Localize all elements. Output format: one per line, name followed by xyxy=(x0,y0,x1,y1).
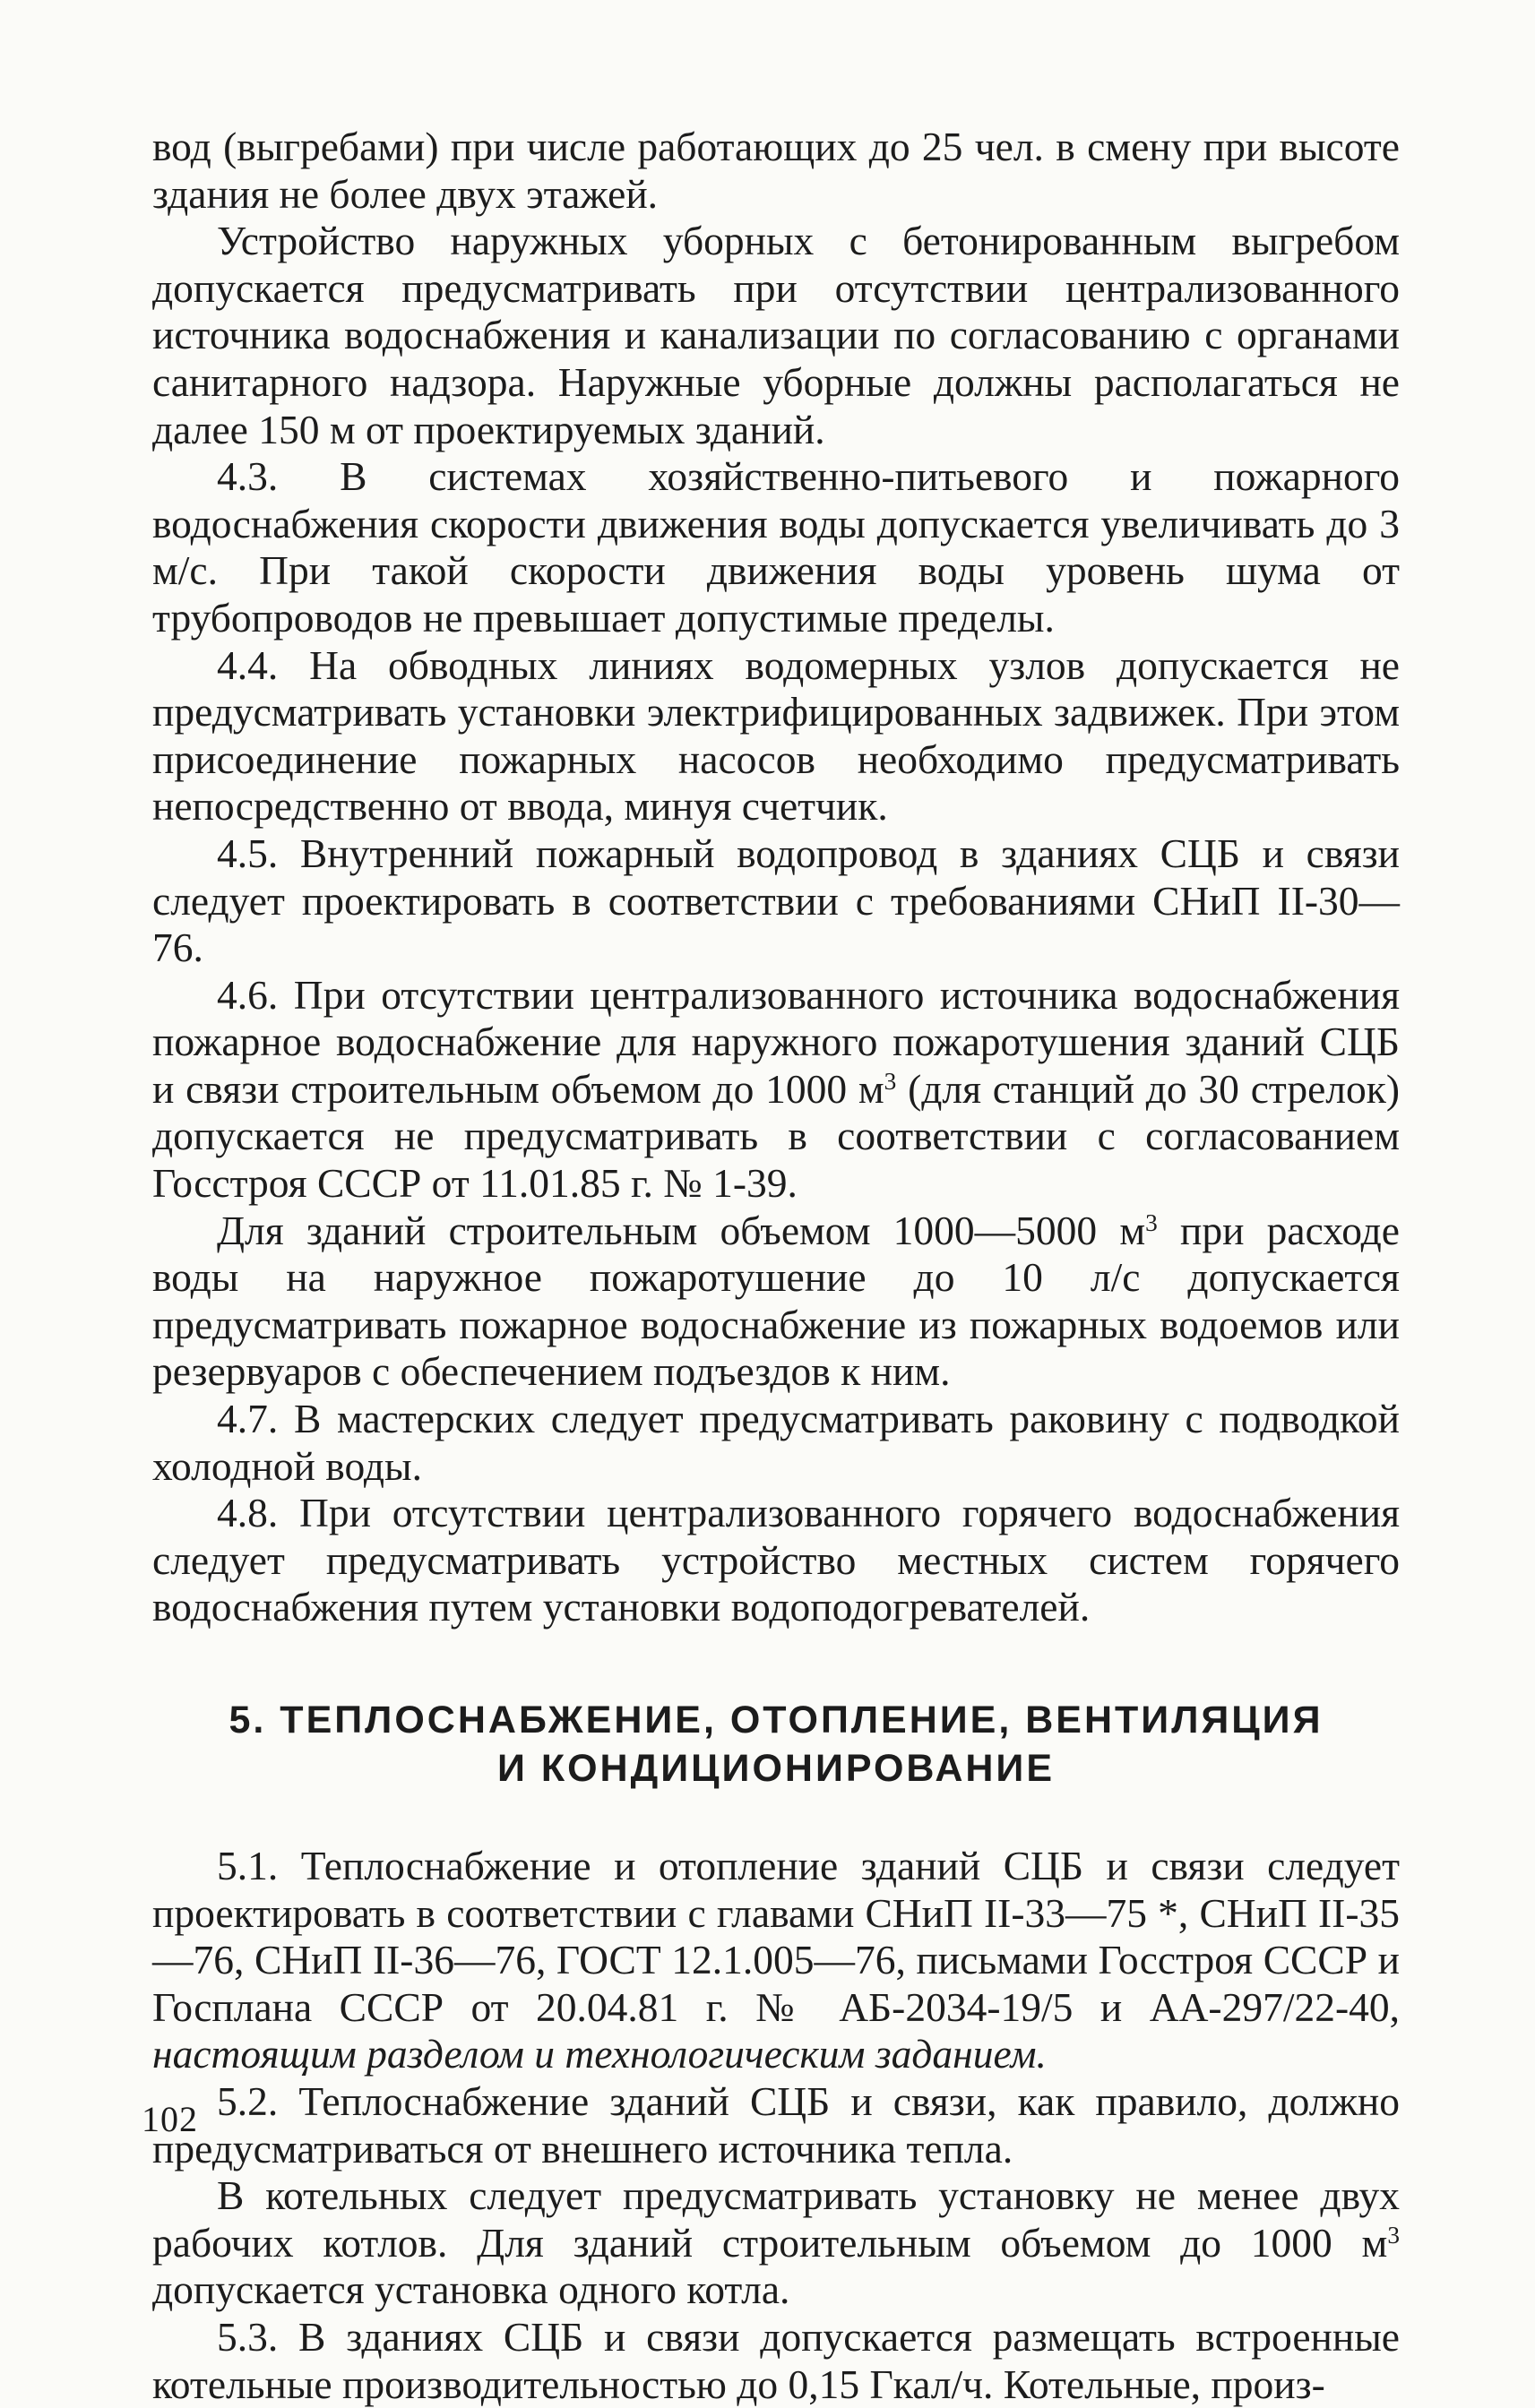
paragraph-4-6-buildings-text: Для зданий строительным объемом 1000—5000 м xyxy=(217,1207,1146,1253)
paragraph-5-1 xyxy=(152,1843,1400,2078)
paragraph-4-6-buildings-text-cont: при расходе воды на наружное пожаротушение до 10 л/с допускается предусматривать пожарное водоснабжение из пожарных водоемов или резервуаров с обеспечением подъездов к ним. xyxy=(152,1207,1401,1395)
paragraph-continued: вод (выгребами) при числе работающих до 25 чел. в смену при высоте здания не более двух этажей. xyxy=(152,124,1400,217)
paragraph-5-2-boilers xyxy=(152,2172,1400,2314)
paragraph-4-7: 4.7. В мастерских следует предусматривать раковину с подводкой холодной воды. xyxy=(152,1396,1400,1489)
paragraph-5-2-boilers-text: В котельных следует предусматривать установку не менее двух рабочих котлов. Для зданий строительным объемом до 1000 м xyxy=(152,2172,1400,2266)
paragraph-4-5: 4.5. Внутренний пожарный водопровод в зданиях СЦБ и связи следует проектировать в соответствии с требованиями СНиП II-30—76. xyxy=(152,830,1400,971)
superscript-3: 3 xyxy=(1145,1208,1158,1236)
paragraph-4-6-text-cont: (для станций до 30 стрелок) допускается не предусматривать в соответствии с согласованием Госстроя СССР от 11.01.85 г. № 1-39. xyxy=(152,1065,1400,1207)
section-heading xyxy=(152,1696,1400,1793)
paragraph-5-1-text: 5.1. Теплоснабжение и отопление зданий СЦБ и связи следует проектировать в соответствии с главами СНиП II-33—75 *, СНиП II-35—76, СНиП II-36—76, ГОСТ 12.1.005—76, письмами Госстроя СССР и Госплана СССР от 20.04.81 г. № АБ-2034-19/5 и АА-297/22-40, xyxy=(152,1843,1400,2030)
paragraph-4-6-buildings xyxy=(152,1208,1400,1396)
paragraph-4-6 xyxy=(152,972,1400,1208)
paragraph-5-2: 5.2. Теплоснабжение зданий СЦБ и связи, как правило, должно предусматриваться от внешнего источника тепла. xyxy=(152,2077,1400,2172)
paragraph-outdoor-toilets: Устройство наружных уборных с бетонированным выгребом допускается предусматривать при отсутствии централизованного источника водоснабжения и канализации по согласованию с органами санитарного надзора. Наружные уборные должны располагаться не далее 150 м от проектируемых зданий. xyxy=(152,218,1400,452)
superscript-3: 3 xyxy=(1387,2221,1400,2249)
paragraph-5-1-italic: настоящим разделом и технологическим заданием. xyxy=(152,2031,1047,2077)
body-text xyxy=(152,124,1400,2408)
paragraph-4-8: 4.8. При отсутствии централизованного горячего водоснабжения следует предусматривать устройство местных систем горячего водоснабжения путем установки водоподогревателей. xyxy=(152,1490,1400,1630)
paragraph-4-4: 4.4. На обводных линиях водомерных узлов допускается не предусматривать установки электрифицированных задвижек. При этом присоединение пожарных насосов необходимо предусматривать непосредственно от ввода, минуя счетчик. xyxy=(152,641,1400,830)
paragraph-4-6-text: 4.6. При отсутствии централизованного источника водоснабжения пожарное водоснабжение для наружного пожаротушения зданий СЦБ и связи строительным объемом до 1000 м xyxy=(152,971,1400,1112)
page-number: 102 xyxy=(142,2099,198,2139)
section-heading-line-1: 5. ТЕПЛОСНАБЖЕНИЕ, ОТОПЛЕНИЕ, ВЕНТИЛЯЦИЯ xyxy=(229,1698,1324,1742)
paragraph-5-3: 5.3. В зданиях СЦБ и связи допускается размещать встроенные котельные производительностью до 0,15 Гкал/ч. Котельные, произ- xyxy=(152,2313,1400,2407)
paragraph-5-2-boilers-text-cont: допускается установка одного котла. xyxy=(152,2266,790,2313)
section-heading-line-2: И КОНДИЦИОНИРОВАНИЕ xyxy=(496,1747,1056,1790)
paragraph-4-3: 4.3. В системах хозяйственно-питьевого и пожарного водоснабжения скорости движения воды допускается увеличивать до 3 м/с. При такой скорости движения воды уровень шума от трубопроводов не превышает допустимые пределы. xyxy=(152,453,1400,641)
superscript-3: 3 xyxy=(884,1067,897,1095)
